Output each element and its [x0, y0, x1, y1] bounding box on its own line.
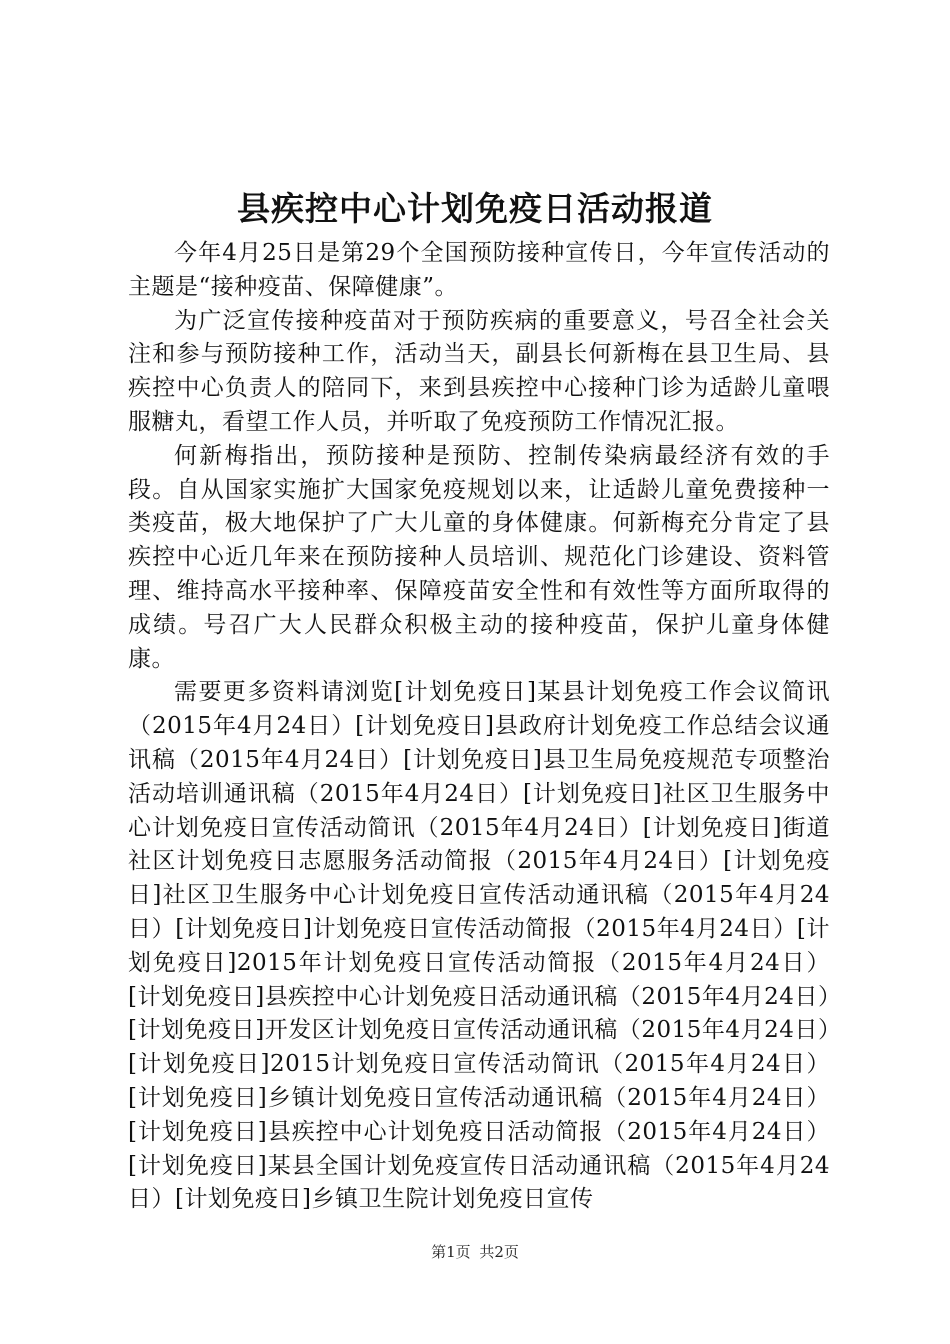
document-body: [128, 237, 830, 1217]
paragraph-remarks: 何新梅指出，预防接种是预防、控制传染病最经济有效的手段。自从国家实施扩大国家免疫规划以来，让适龄儿童免费接种一类疫苗，极大地保护了广大儿童的身体健康。何新梅充分肯定了县疾控中心近几年来在预防接种人员培训、规范化门诊建设、资料管理、维持高水平接种率、保障疫苗安全性和有效性等方面所取得的成绩。号召广大人民群众积极主动的接种疫苗，保护儿童身体健康。: [128, 442, 830, 672]
page-total: 共2页: [479, 1243, 519, 1261]
document-title: 县疾控中心计划免疫日活动报道: [237, 189, 713, 228]
paragraph-related-links: 需要更多资料请浏览[计划免疫日]某县计划免疫工作会议简讯（2015年4月24日）[计划免疫日]县政府计划免疫工作总结会议通讯稿（2015年4月24日）[计划免疫日]县卫生局免疫规范专项整治活动培训通讯稿（2015年4月24日）[计划免疫日]社区卫生服务中心计划免疫日宣传活动简讯（2015年4月24日）[计划免疫日]街道社区计划免疫日志愿服务活动简报（2015年4月24日）[计划免疫日]社区卫生服务中心计划免疫日宣传活动通讯稿（2015年4月24日）[计划免疫日]计划免疫日宣传活动简报（2015年4月24日）[计划免疫日]2015年计划免疫日宣传活动简报（2015年4月24日）[计划免疫日]县疾控中心计划免疫日活动通讯稿（2015年4月24日）[计划免疫日]开发区计划免疫日宣传活动通讯稿（2015年4月24日）[计划免疫日]2015计划免疫日宣传活动简讯（2015年4月24日）[计划免疫日]乡镇计划免疫日宣传活动通讯稿（2015年4月24日）[计划免疫日]县疾控中心计划免疫日活动简报（2015年4月24日）[计划免疫日]某县全国计划免疫宣传日活动通讯稿（2015年4月24日）[计划免疫日]乡镇卫生院计划免疫日宣传: [128, 679, 830, 1213]
page-footer: [0, 1242, 950, 1262]
paragraph-intro: 今年4月25日是第29个全国预防接种宣传日，今年宣传活动的主题是“接种疫苗、保障健康”。: [128, 240, 830, 300]
paragraph-event: 为广泛宣传接种疫苗对于预防疾病的重要意义，号召全社会关注和参与预防接种工作，活动当天，副县长何新梅在县卫生局、县疾控中心负责人的陪同下，来到县疾控中心接种门诊为适龄儿童喂服糖丸，看望工作人员，并听取了免疫预防工作情况汇报。: [128, 307, 830, 435]
page-number: 第1页: [431, 1243, 471, 1261]
